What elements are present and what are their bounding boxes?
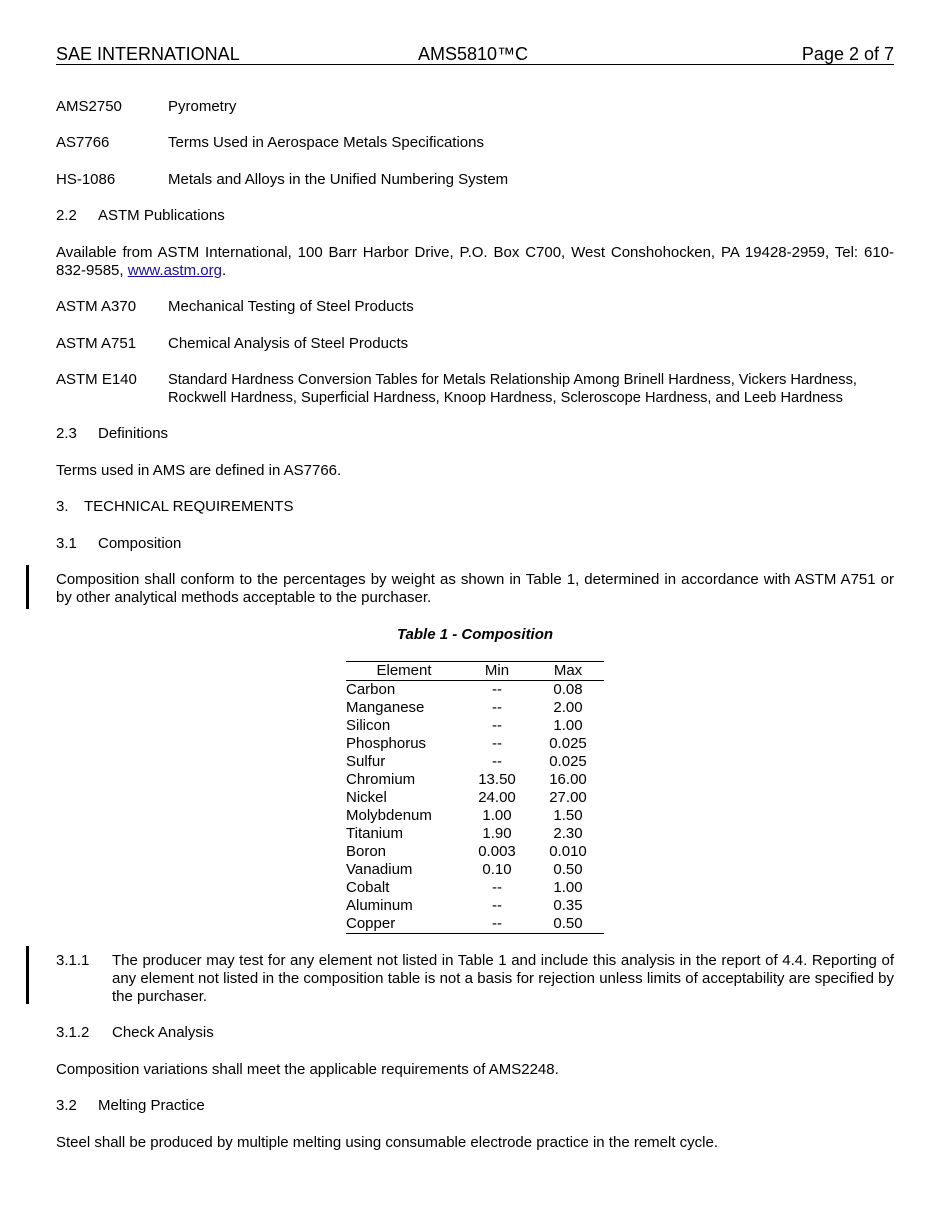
composition-paragraph [56, 571, 894, 607]
page-header [56, 44, 894, 65]
element-cell: Silicon [346, 717, 391, 734]
section-title: Definitions [98, 425, 169, 442]
table-row [346, 915, 604, 934]
max-cell: 1.00 [553, 879, 583, 896]
section-title: Check Analysis [112, 1024, 214, 1041]
table-row [346, 771, 604, 789]
reference-title: Pyrometry [168, 98, 237, 115]
section-heading-2-2 [56, 207, 225, 225]
reference-title: Standard Hardness Conversion Tables for Metals Relationship Among Brinell Hardness, Vickers Hardness, Rockwell Hardness, Superficial Hardness, Knoop Hardness, Scleroscope Hardness, and Leeb Hardness [168, 372, 857, 406]
min-cell: -- [492, 681, 502, 698]
element-cell: Aluminum [346, 897, 413, 914]
section-heading-3-1 [56, 535, 181, 553]
melting-practice-text: Steel shall be produced by multiple melting using consumable electrode practice in the remelt cycle. [56, 1134, 719, 1151]
max-cell: 0.025 [549, 735, 587, 752]
element-cell: Nickel [346, 789, 387, 806]
check-analysis-text: Composition variations shall meet the applicable requirements of AMS2248. [56, 1061, 559, 1078]
max-cell: 0.50 [553, 861, 583, 878]
section-heading-2-3 [56, 425, 168, 443]
element-cell: Sulfur [346, 753, 386, 770]
composition-table [346, 661, 604, 934]
min-cell: 13.50 [478, 771, 516, 788]
reference-code: ASTM A751 [56, 335, 137, 352]
element-cell: Cobalt [346, 879, 390, 896]
table-row [346, 681, 604, 700]
min-cell: -- [492, 717, 502, 734]
element-cell: Copper [346, 915, 462, 934]
section-number: 3.1 [56, 535, 77, 552]
section-number: 3. [56, 498, 69, 515]
availability-text: Available from ASTM International, 100 Barr Harbor Drive, P.O. Box C700, West Conshohocken, PA 19428-2959, Tel: 610-832-9585, [56, 244, 894, 279]
min-cell: -- [492, 735, 502, 752]
element-cell: Chromium [346, 771, 416, 788]
section-title: TECHNICAL REQUIREMENTS [84, 498, 294, 515]
melting-practice-paragraph [56, 1134, 894, 1152]
min-cell: 0.10 [482, 861, 512, 878]
element-cell: Phosphorus [346, 735, 427, 752]
availability-suffix: . [221, 262, 227, 279]
section-title: Melting Practice [98, 1097, 205, 1114]
min-cell: -- [462, 915, 532, 934]
min-cell: -- [492, 699, 502, 716]
max-cell: 1.00 [553, 717, 583, 734]
composition-text: Composition shall conform to the percentages by weight as shown in Table 1, determined in accordance with ASTM A751 or by other analytical methods acceptable to the purchaser. [56, 571, 894, 606]
change-bar [26, 565, 29, 609]
reference-title: Chemical Analysis of Steel Products [168, 335, 409, 352]
table-row [346, 699, 604, 717]
section-title: Composition [98, 535, 182, 552]
min-cell: -- [492, 753, 502, 770]
table-header-row [346, 662, 604, 681]
min-cell: 0.003 [478, 843, 516, 860]
max-cell: 2.00 [553, 699, 583, 716]
max-cell: 1.50 [553, 807, 583, 824]
max-cell: 0.010 [549, 843, 587, 860]
header-document-id: AMS5810™C [418, 44, 529, 64]
reference-title: Metals and Alloys in the Unified Numbering System [168, 171, 509, 188]
section-heading-3-2 [56, 1097, 205, 1115]
table-row [346, 735, 604, 753]
max-cell: 16.00 [549, 771, 587, 788]
reference-title: Terms Used in Aerospace Metals Specifications [168, 134, 484, 151]
section-number: 2.2 [56, 207, 77, 224]
element-cell: Carbon [346, 681, 396, 698]
max-cell: 0.50 [532, 915, 604, 934]
table-row [346, 861, 604, 879]
definitions-text: Terms used in AMS are defined in AS7766. [56, 462, 342, 479]
min-cell: 1.90 [482, 825, 512, 842]
section-number: 2.3 [56, 425, 77, 442]
table-row [346, 807, 604, 825]
section-number: 3.1.2 [56, 1024, 90, 1041]
reference-code: AMS2750 [56, 98, 122, 115]
table-row [346, 897, 604, 915]
element-cell: Boron [346, 843, 387, 860]
column-header-element: Element [346, 662, 462, 681]
reference-code: ASTM A370 [56, 298, 137, 315]
astm-availability-paragraph [56, 244, 894, 280]
table-row [346, 789, 604, 807]
column-header-min: Min [462, 662, 532, 681]
min-cell: -- [492, 879, 502, 896]
table-row [346, 879, 604, 897]
max-cell: 0.08 [553, 681, 583, 698]
section-heading-3-1-2 [56, 1024, 214, 1042]
max-cell: 0.35 [553, 897, 583, 914]
section-text: The producer may test for any element not listed in Table 1 and include this analysis in the report of 4.4. Reporting of any element not listed in the composition table is not a basis for rejection unless limits of acceptability are specified by the purchaser. [112, 952, 894, 1005]
definitions-paragraph [56, 462, 894, 480]
element-cell: Manganese [346, 699, 425, 716]
element-cell: Molybdenum [346, 807, 432, 824]
section-heading-3 [56, 498, 293, 516]
change-bar [26, 946, 29, 1004]
min-cell: -- [492, 897, 502, 914]
table-row [346, 717, 604, 735]
column-header-max: Max [532, 662, 604, 681]
check-analysis-paragraph [56, 1061, 894, 1079]
element-cell: Vanadium [346, 861, 413, 878]
reference-code: HS-1086 [56, 171, 116, 188]
astm-website-link[interactable]: www.astm.org [127, 262, 222, 279]
max-cell: 2.30 [553, 825, 583, 842]
table-row [346, 843, 604, 861]
table-caption: Table 1 - Composition [396, 626, 554, 643]
max-cell: 0.025 [549, 753, 587, 770]
reference-title: Mechanical Testing of Steel Products [168, 298, 414, 315]
element-cell: Titanium [346, 825, 403, 842]
table-row [346, 753, 604, 771]
section-number: 3.1.1 [56, 952, 90, 969]
max-cell: 27.00 [549, 789, 587, 806]
header-organization: SAE INTERNATIONAL [56, 44, 240, 64]
min-cell: 24.00 [478, 789, 516, 806]
min-cell: 1.00 [482, 807, 512, 824]
reference-code: ASTM E140 [56, 371, 137, 388]
header-page-number: Page 2 of 7 [801, 44, 894, 64]
table-row [346, 825, 604, 843]
section-title: ASTM Publications [98, 207, 225, 224]
reference-code: AS7766 [56, 134, 110, 151]
section-number: 3.2 [56, 1097, 77, 1114]
